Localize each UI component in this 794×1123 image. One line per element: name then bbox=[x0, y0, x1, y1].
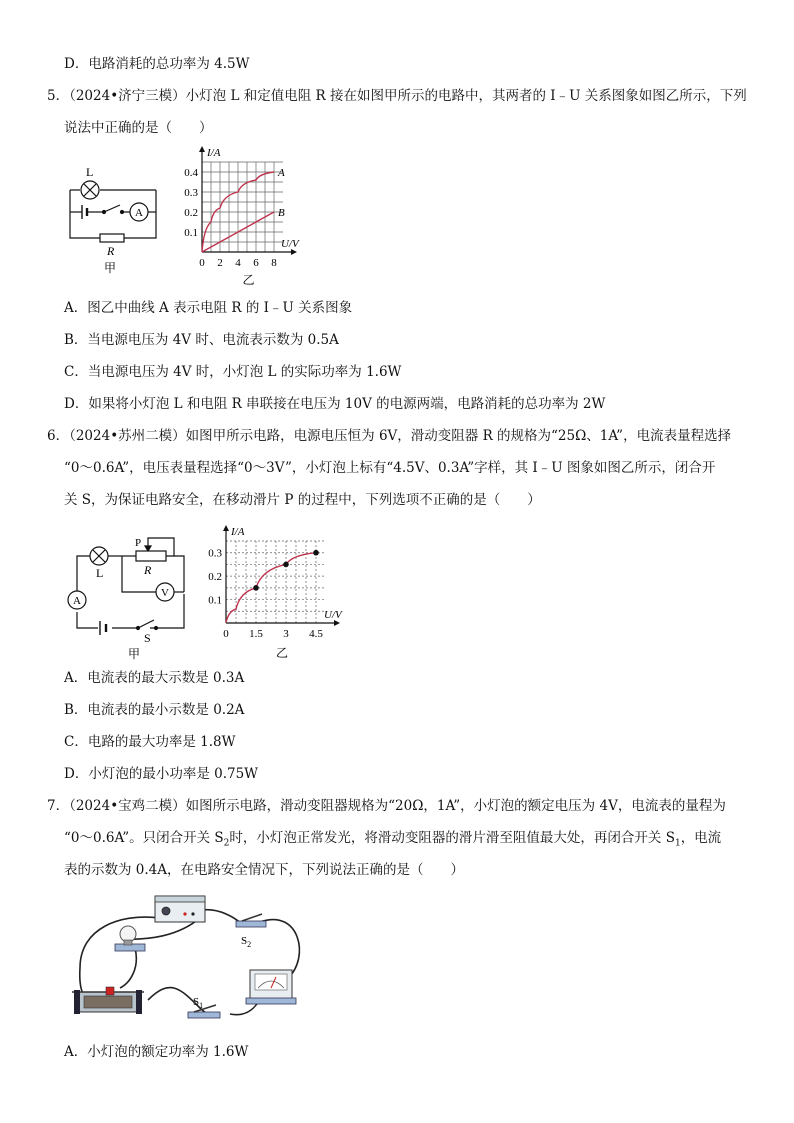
y-tick-label: 0.2 bbox=[208, 571, 222, 584]
x-tick-label: 8 bbox=[271, 257, 277, 269]
q5-circuit-diagram bbox=[60, 160, 170, 275]
q5-option-a: A．图乙中曲线 A 表示电阻 R 的 I﹣U 关系图象 bbox=[64, 300, 353, 316]
x-tick-label: 3 bbox=[283, 628, 289, 640]
q7-physical-circuit bbox=[60, 888, 310, 1036]
q6-stem-line1: 6．（2024•苏州二模）如图甲所示电路，电源电压恒为 6V，滑动变阻器 R 的规格为“25Ω、1A”，电流表量程选择 bbox=[47, 428, 732, 444]
q7-stem-line2-b: 时，小灯泡正常发光，将滑动变阻器的滑片滑至阻值最大处，再闭合开关 S bbox=[229, 830, 675, 846]
q6-option-b: B．电流表的最小示数是 0.2A bbox=[64, 702, 245, 718]
y-tick-label: 0.2 bbox=[184, 207, 198, 219]
ammeter-label: A bbox=[73, 595, 81, 607]
x-tick-label: 0 bbox=[223, 628, 229, 640]
slider-label: P bbox=[135, 537, 142, 549]
series-label-a: A bbox=[278, 167, 285, 179]
x-tick-label: 4.5 bbox=[309, 628, 323, 640]
s2-label: $S_2$ bbox=[241, 935, 252, 949]
lamp-label: L bbox=[86, 165, 94, 179]
y-axis-label: I/A bbox=[231, 526, 245, 538]
y-tick-label: 0.1 bbox=[184, 227, 198, 239]
y-axis-arrow bbox=[223, 525, 229, 531]
data-point bbox=[283, 562, 289, 568]
q6-option-c: C．电路的最大功率是 1.8W bbox=[64, 734, 236, 750]
q7-stem-sub-2: 1 bbox=[674, 838, 681, 849]
ammeter-label: A bbox=[135, 207, 143, 219]
resistor-icon bbox=[100, 234, 124, 242]
voltmeter-label: V bbox=[161, 587, 169, 599]
q7-stem-line1: 7．（2024•宝鸡二模）如图所示电路，滑动变阻器规格为“20Ω，1A”，小灯泡的额定电压为 4V，电流表的量程为 bbox=[47, 798, 726, 814]
q7-option-a: A．小灯泡的额定功率为 1.6W bbox=[64, 1044, 249, 1060]
q6-stem-line3: 关 S，为保证电路安全，在移动滑片 P 的过程中，下列选项不正确的是（ ） bbox=[64, 492, 541, 508]
q5-option-c: C．当电源电压为 4V 时，小灯泡 L 的实际功率为 1.6W bbox=[64, 364, 402, 380]
switch-label: S bbox=[144, 631, 151, 645]
data-point bbox=[313, 550, 319, 556]
q5-stem-line2: 说法中正确的是（ ） bbox=[64, 120, 213, 136]
ammeter-icon bbox=[246, 970, 296, 1004]
q7-stem-line2 bbox=[64, 829, 721, 853]
rheostat-icon bbox=[136, 551, 166, 561]
q7-stem-sub-1: 2 bbox=[223, 838, 230, 849]
y-axis-arrow bbox=[199, 146, 205, 152]
q4-option-d: D．电路消耗的总功率为 4.5W bbox=[64, 56, 250, 72]
x-tick-label: 6 bbox=[253, 257, 259, 269]
power-supply-icon bbox=[155, 896, 205, 922]
resistor-label: R bbox=[107, 244, 115, 258]
rheostat-icon bbox=[72, 987, 144, 1014]
x-tick-label: 0 bbox=[199, 257, 205, 269]
q5-iu-chart bbox=[176, 140, 326, 290]
q6-iu-chart bbox=[200, 515, 360, 665]
q5-option-d: D．如果将小灯泡 L 和电阻 R 串联接在电压为 10V 的电源两端，电路消耗的总功率为 2W bbox=[64, 396, 606, 412]
series-label-b: B bbox=[278, 207, 285, 219]
y-tick-label: 0.3 bbox=[184, 187, 198, 199]
q7-stem-line2-c: ，电流 bbox=[680, 830, 722, 846]
q6-option-a: A．电流表的最大示数是 0.3A bbox=[64, 670, 245, 686]
y-tick-label: 0.3 bbox=[208, 547, 222, 560]
q6-circuit-diagram bbox=[62, 532, 197, 662]
rheostat-label: R bbox=[144, 563, 152, 577]
switch-s2-icon bbox=[236, 914, 266, 927]
x-tick-label: 2 bbox=[217, 257, 223, 269]
q5-stem-line1: 5．（2024•济宁三模）小灯泡 L 和定值电阻 R 接在如图甲所示的电路中，其两者的 I﹣U 关系图象如图乙所示，下列 bbox=[47, 88, 747, 104]
q6-option-d: D．小灯泡的最小功率是 0.75W bbox=[64, 766, 259, 782]
chart-caption: 乙 bbox=[275, 646, 289, 660]
s1-label: $S_1$ bbox=[193, 996, 204, 1010]
y-tick-label: 0.1 bbox=[208, 594, 222, 607]
y-axis-label: I/A bbox=[207, 147, 221, 159]
x-axis-label: U/V bbox=[324, 609, 342, 621]
y-tick-label: 0.4 bbox=[184, 167, 198, 179]
lamp-icon bbox=[81, 181, 99, 199]
q6-stem-line2: “0～0.6A”，电压表量程选择“0～3V”，小灯泡上标有“4.5V、0.3A”字样，其 I﹣U 图象如图乙所示，闭合开 bbox=[64, 460, 716, 476]
lamp-icon bbox=[90, 547, 108, 565]
data-point bbox=[253, 585, 259, 591]
q6-fig-jia-caption: 甲 bbox=[127, 647, 141, 661]
q7-stem-line3: 表的示数为 0.4A，在电路安全情况下，下列说法正确的是（ ） bbox=[64, 862, 465, 878]
lamp-label: L bbox=[96, 566, 104, 580]
q5-option-b: B．当电源电压为 4V 时、电流表示数为 0.5A bbox=[64, 332, 339, 348]
x-tick-label: 4 bbox=[235, 257, 241, 269]
q5-fig-jia-caption: 甲 bbox=[103, 261, 117, 275]
chart-caption: 乙 bbox=[242, 273, 255, 287]
q7-stem-line2-a: “0～0.6A”。只闭合开关 S bbox=[64, 830, 224, 846]
x-tick-label: 1.5 bbox=[249, 628, 263, 640]
x-axis-label: U/V bbox=[281, 238, 299, 250]
